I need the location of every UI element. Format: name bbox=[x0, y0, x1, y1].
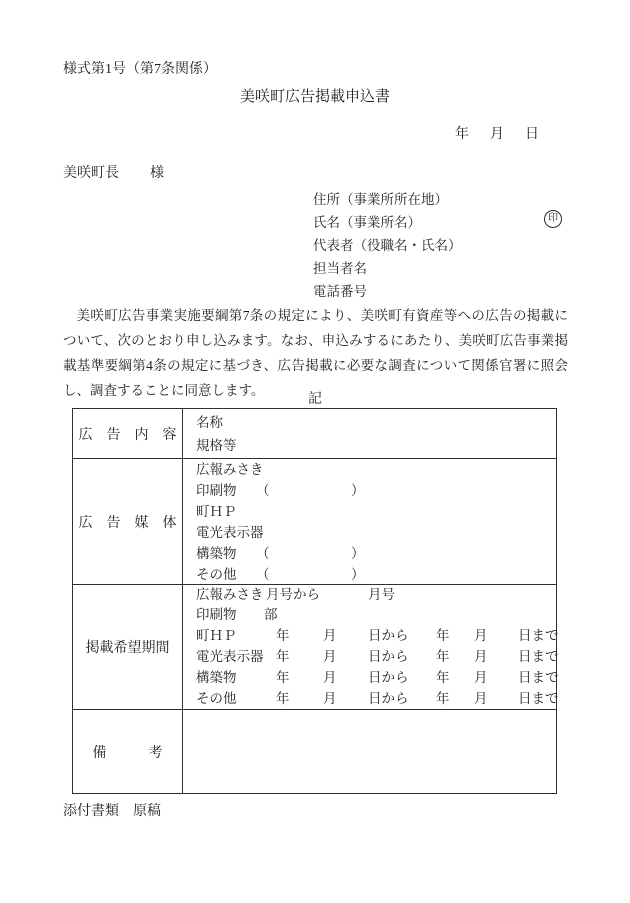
line-cell: 月 bbox=[474, 690, 488, 706]
line-cell: 電光表示器 bbox=[196, 524, 264, 540]
line-cell: 日から bbox=[368, 690, 409, 706]
line-cell: 月 bbox=[474, 669, 488, 685]
seal-character: 印 bbox=[548, 213, 558, 224]
line-cell: 日まで bbox=[518, 628, 559, 644]
line-cell: 名称 bbox=[196, 414, 223, 430]
line-cell: 広報みさき bbox=[196, 461, 264, 477]
date-part-1: 月 bbox=[490, 127, 504, 142]
table-row-ad-content bbox=[73, 409, 556, 458]
row-content-ad-media bbox=[183, 459, 556, 584]
line-cell: ） bbox=[351, 545, 365, 561]
row-content-remarks bbox=[183, 710, 556, 793]
line-cell: ） bbox=[351, 482, 365, 498]
line-cell: 年 bbox=[436, 669, 450, 685]
addressee-honorific: 様 bbox=[150, 166, 164, 181]
record-heading: 記 bbox=[308, 392, 322, 407]
table-line bbox=[196, 480, 556, 501]
table-line bbox=[196, 585, 559, 606]
line-cell: 日まで bbox=[518, 690, 559, 706]
line-cell: 年 bbox=[276, 669, 290, 685]
table-line bbox=[196, 689, 559, 710]
line-cell: 規格等 bbox=[196, 437, 237, 453]
line-cell: 年 bbox=[436, 628, 450, 644]
line-cell: 日から bbox=[368, 669, 409, 685]
addressee-line bbox=[63, 162, 164, 182]
line-cell: 電光表示器 bbox=[196, 649, 264, 664]
table-row-period bbox=[73, 584, 559, 709]
line-cell: （ bbox=[256, 545, 270, 561]
table-line bbox=[196, 647, 559, 668]
line-cell: 町ＨＰ bbox=[196, 628, 237, 644]
date-part-2: 日 bbox=[525, 127, 539, 142]
applicant-field-label: 電話番号 bbox=[313, 284, 367, 299]
line-cell: 印刷物 bbox=[196, 482, 237, 498]
line-cell: 月 bbox=[474, 628, 488, 644]
applicant-field-label: 住所（事業所所在地） bbox=[313, 192, 448, 207]
date-part-0: 年 bbox=[455, 127, 469, 142]
line-cell: 印刷物 bbox=[196, 607, 237, 623]
line-cell: 構築物 bbox=[196, 669, 237, 685]
line-cell: 年 bbox=[276, 628, 290, 644]
line-cell: 町ＨＰ bbox=[196, 503, 237, 519]
line-cell: 年 bbox=[436, 690, 450, 706]
table-line bbox=[196, 459, 556, 480]
line-cell: 月 bbox=[323, 628, 337, 644]
seal-mark bbox=[544, 210, 562, 228]
line-cell: 月 bbox=[323, 669, 337, 685]
line-cell: 月号から bbox=[266, 586, 320, 602]
table-row-ad-media bbox=[73, 458, 556, 584]
application-table bbox=[72, 408, 557, 794]
applicant-field-label: 担当者名 bbox=[313, 261, 367, 276]
line-cell: 年 bbox=[276, 690, 290, 706]
table-line bbox=[196, 564, 556, 585]
line-cell: 部 bbox=[264, 607, 278, 623]
line-cell: 日から bbox=[368, 649, 409, 664]
table-row-remarks bbox=[73, 709, 556, 793]
line-cell: 月号 bbox=[368, 586, 395, 602]
line-cell: 月 bbox=[474, 649, 488, 664]
line-cell: 年 bbox=[276, 649, 290, 664]
table-line bbox=[196, 411, 556, 434]
line-cell: その他 bbox=[196, 690, 237, 706]
row-header-ad-content: 広 告 内 容 bbox=[73, 409, 183, 458]
line-cell: 月 bbox=[323, 690, 337, 706]
applicant-block bbox=[313, 188, 462, 303]
table-line bbox=[196, 605, 559, 626]
applicant-field-label: 代表者（役職名・氏名） bbox=[313, 238, 462, 253]
table-line bbox=[196, 626, 559, 647]
line-cell: 構築物 bbox=[196, 545, 237, 561]
body-paragraph: 美咲町広告事業実施要綱第7条の規定により、美咲町有資産等への広告の掲載について、次のとおり申し込みます。なお、申込みするにあたり、美咲町広告事業掲載基準要綱第4条の規定に基づき、広告掲載に必要な調査について関係官署に照会し、調査することに同意します。 bbox=[63, 308, 568, 398]
page-title: 美咲町広告掲載申込書 bbox=[239, 89, 390, 105]
attachment-note: 添付書類 原稿 bbox=[63, 804, 161, 819]
line-cell: 日まで bbox=[518, 669, 559, 685]
table-line bbox=[196, 434, 556, 457]
form-number: 様式第1号（第7条関係） bbox=[63, 62, 217, 77]
date-line bbox=[455, 123, 539, 143]
table-line bbox=[196, 543, 556, 564]
row-content-period bbox=[183, 585, 559, 709]
table-line bbox=[196, 501, 556, 522]
line-cell: その他 bbox=[196, 566, 237, 582]
row-header-remarks: 備 考 bbox=[73, 710, 183, 793]
line-cell: 日から bbox=[368, 628, 409, 644]
table-line bbox=[196, 522, 556, 543]
row-header-ad-media: 広 告 媒 体 bbox=[73, 459, 183, 584]
row-header-period: 掲載希望期間 bbox=[73, 585, 183, 709]
line-cell: 日まで bbox=[518, 649, 559, 664]
line-cell: 月 bbox=[323, 649, 337, 664]
line-cell: 年 bbox=[436, 649, 450, 664]
line-cell: （ bbox=[256, 482, 270, 498]
addressee-name: 美咲町長 bbox=[63, 166, 119, 181]
applicant-field-label: 氏名（事業所名） bbox=[313, 215, 421, 230]
table-line bbox=[196, 668, 559, 689]
line-cell: （ bbox=[256, 566, 270, 582]
line-cell: ） bbox=[351, 566, 365, 582]
row-content-ad-content bbox=[183, 409, 556, 458]
line-cell: 広報みさき bbox=[196, 586, 264, 602]
